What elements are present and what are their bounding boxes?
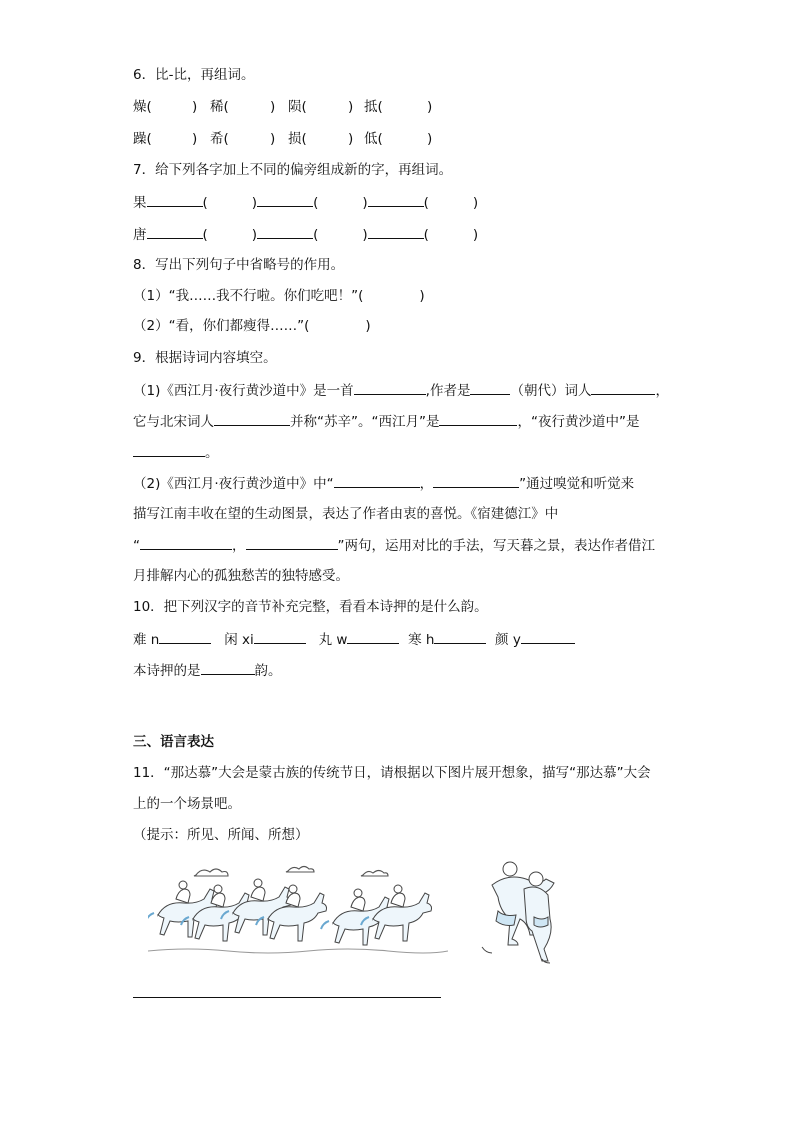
q9-p2-c: ”通过嗅觉和听觉来 [519,476,635,492]
q10-blank-2[interactable] [254,630,306,644]
q9-p2-a: （2)《西江月·夜行黄沙道中》中“ [133,476,334,492]
q7-r1-open2: ( [313,195,319,211]
q8-prompt: 8．写出下列句子中省略号的作用。 [133,257,345,273]
cloud-icon [361,871,388,877]
q7-r2-blank3[interactable] [368,225,424,239]
q9-p1-c: （朝代）词人 [510,383,592,399]
q8-item1-close: ) [419,288,425,304]
q7-r2-open1: ( [202,227,208,243]
q6-r2-c1-close: ) [192,131,198,147]
q7-r2-open2: ( [313,227,319,243]
q9-p1-f: 并称“苏辛”。“西江月”是 [290,414,440,430]
q9-blank-author[interactable] [470,381,510,395]
q8-item2 [133,317,371,335]
q9-blank-genre[interactable] [354,381,426,395]
q7-row2-char: 唐 [133,227,147,243]
q11-hint: （提示：所见、所闻、所想） [133,827,309,843]
q10-item-wan: 丸 w [318,632,348,648]
horse-racing-illustration [148,855,448,970]
q9-blank-verse1[interactable] [334,474,420,488]
q8-item1 [133,287,425,305]
cloud-icon [286,867,314,873]
q7-r1-blank3[interactable] [368,193,424,207]
q6-r1-c2-close: ) [270,99,276,115]
q9-p1-line1 [133,381,669,400]
q7-r2-blank1[interactable] [147,225,203,239]
q6-r1-c2: 稀( [210,99,229,115]
q7-r1-close1: ) [251,195,258,211]
q6-r2-c4-close: ) [427,131,433,147]
q9-blank-poet[interactable] [591,381,655,395]
q9-p1-b: ,作者是 [425,383,471,399]
q7-r1-close2: ) [362,195,368,211]
q10-tail-a: 本诗押的是 [133,663,201,679]
q9-p2-f: ， [232,538,246,554]
wrestling-illustration [462,855,574,967]
q9-p2-line1 [133,474,634,493]
q10-item-yan: 颜 y [495,632,521,648]
q9-p2-line3 [133,536,655,555]
q10-item-nan: 难 n [133,632,160,648]
q10-blank-4[interactable] [434,630,486,644]
q6-r1-c4-close: ) [427,99,433,115]
q7-r1-open1: ( [202,195,208,211]
q9-p1-e: 它与北宋词人 [133,414,214,430]
q10-blank-1[interactable] [159,630,211,644]
q9-p2-e: “ [133,538,140,554]
q10-tail-b: 韵。 [254,663,282,679]
section-3-title: 三、语言表达 [133,734,214,750]
q7-r2-close1: ) [251,227,258,243]
q9-blank-title[interactable] [133,443,205,457]
q9-blank-verse3[interactable] [140,536,232,550]
q8-item1-text: （1）“我……我不行啦。你们吃吧！”( [133,288,364,304]
q7-r1-open3: ( [423,195,429,211]
q7-row1-char: 果 [133,195,147,211]
q10-items [133,630,575,649]
q8-item2-text: （2）“看，你们都瘦得……”( [133,318,310,334]
q6-r2-c2: 希( [210,131,229,147]
q6-r1-c3: 陨( [288,99,307,115]
q10-blank-5[interactable] [521,630,575,644]
q6-r2-c3-close: ) [348,131,354,147]
q6-prompt: 6．比-比，再组词。 [133,67,255,83]
q6-r2-c2-close: ) [270,131,276,147]
q9-p2-b: ， [419,476,434,492]
q6-r1-c1: 燥( [133,99,152,115]
q10-tail [133,661,282,680]
q11-line1: 11．“那达慕”大会是蒙古族的传统节日，请根据以下图片展开想象，描写“那达慕”大会 [133,765,651,781]
q7-r1-close3: ) [472,195,479,211]
q6-r1-c1-close: ) [192,99,198,115]
q10-item-han: 寒 h [408,632,435,648]
q10-prompt: 10．把下列汉字的音节补充完整，看看本诗押的是什么韵。 [133,599,488,615]
q8-item2-close: ) [365,318,371,334]
q6-r2-c1: 躁( [133,131,152,147]
q7-row2 [133,225,478,244]
q11-line2: 上的一个场景吧。 [133,796,241,812]
q7-r1-blank2[interactable] [257,193,313,207]
q10-blank-3[interactable] [347,630,399,644]
q7-r2-close2: ) [362,227,368,243]
q7-r2-close3: ) [472,227,479,243]
q9-p2-g: ”两句，运用对比的手法，写天暮之景，表达作者借江 [337,538,655,554]
q9-blank-su[interactable] [214,412,290,426]
answer-line[interactable] [133,997,441,998]
q9-p2-line2: 描写江南丰收在望的生动图景，表达了作者由衷的喜悦。《宿建德江》中 [133,506,559,522]
q6-r1-c4: 抵( [364,99,383,115]
q7-r1-blank1[interactable] [147,193,203,207]
q9-blank-verse4[interactable] [246,536,338,550]
q9-p1-a: （1)《西江月·夜行黄沙道中》是一首 [133,383,354,399]
q9-p1-line3 [133,443,219,462]
q10-blank-rhyme[interactable] [201,661,255,675]
q9-blank-verse2[interactable] [433,474,519,488]
q9-p1-h: 。 [205,445,219,461]
q9-p1-g: ，“夜行黄沙道中”是 [517,414,640,430]
q7-row1 [133,193,478,212]
q7-r2-blank2[interactable] [257,225,313,239]
q7-prompt: 7．给下列各字加上不同的偏旁组成新的字，再组词。 [133,162,453,178]
q9-p1-line2 [133,412,639,431]
q9-prompt: 9．根据诗词内容填空。 [133,350,277,366]
q9-p1-d: ， [655,383,669,399]
q9-blank-cipai[interactable] [439,412,517,426]
q6-r2-c4: 低( [364,131,383,147]
q6-r2-c3: 损( [288,131,307,147]
q7-r2-open3: ( [423,227,429,243]
q9-p2-line4: 月排解内心的孤独愁苦的独特感受。 [133,568,349,584]
q10-item-xian: 闲 xi [224,632,254,648]
q6-r1-c3-close: ) [348,99,354,115]
cloud-icon [194,869,228,876]
